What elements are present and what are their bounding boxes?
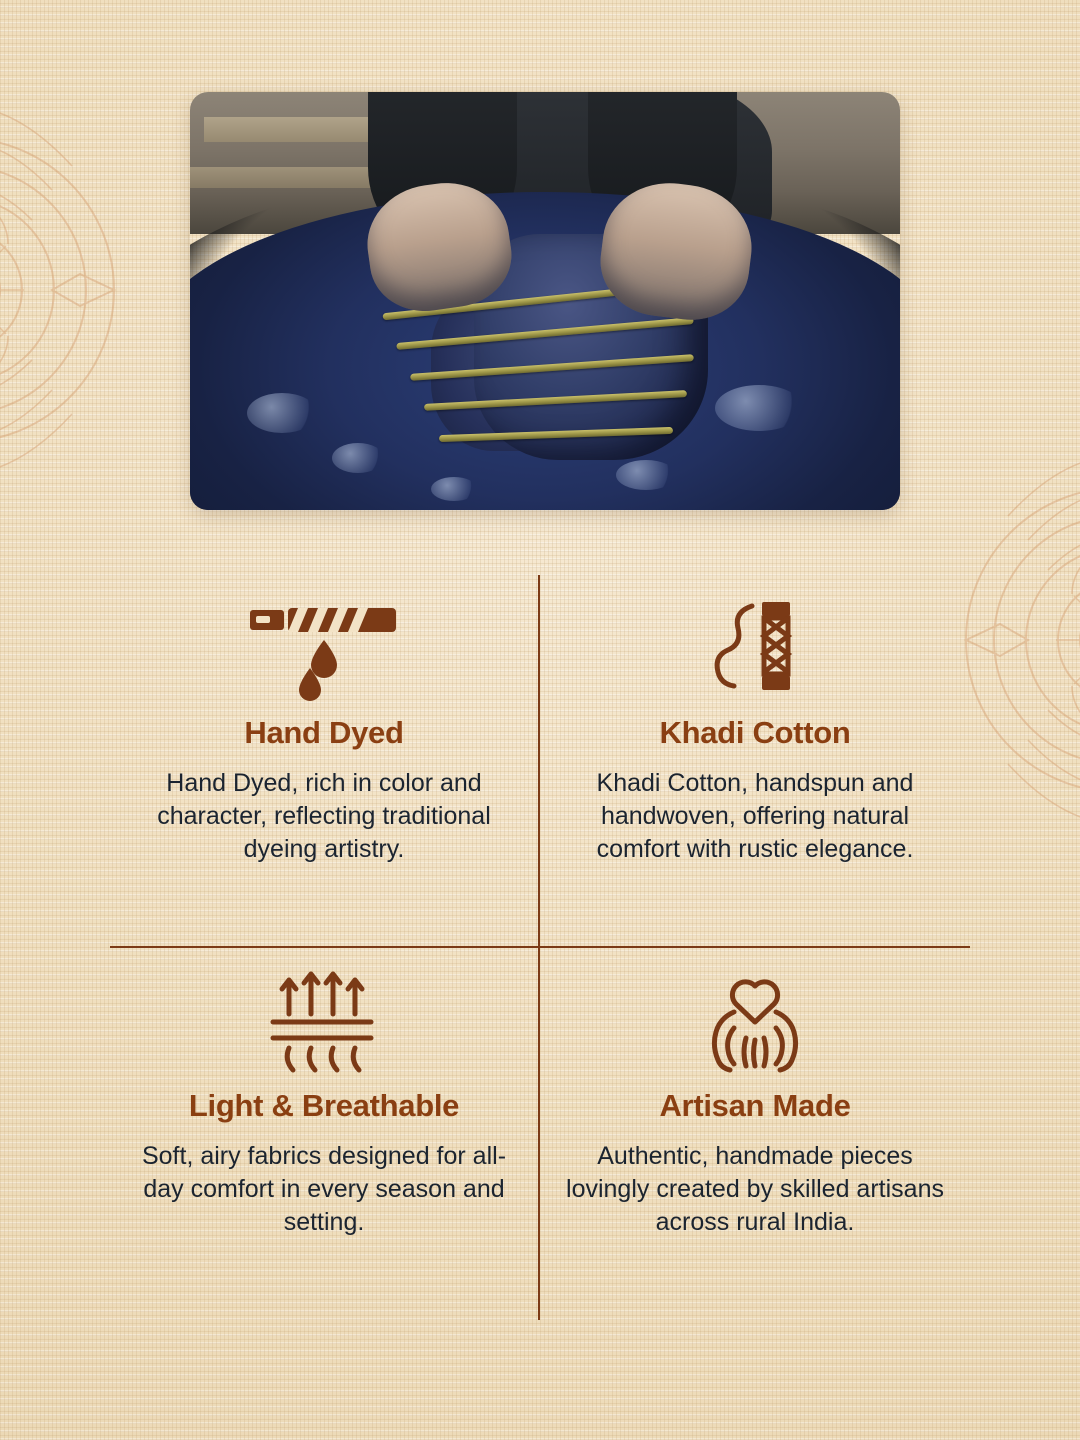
paint-roller-drip-icon: [244, 593, 404, 705]
thread-spool-icon: [690, 593, 820, 705]
feature-description: Hand Dyed, rich in color and character, reflecting traditional dyeing artistry.: [157, 769, 491, 863]
feature-card-khadi-cotton: [540, 575, 970, 948]
features-grid: [110, 575, 970, 1320]
feature-card-light-breathable: [110, 948, 540, 1321]
indigo-dye-vat-photo: [190, 92, 900, 510]
feature-card-artisan-made: [540, 948, 970, 1321]
hands-holding-heart-icon: [690, 966, 820, 1078]
feature-card-hand-dyed: [110, 575, 540, 948]
feature-description: Khadi Cotton, handspun and handwoven, offering natural comfort with rustic elegance.: [596, 769, 914, 863]
feature-title: Artisan Made: [659, 1087, 851, 1123]
hero-image: [190, 92, 900, 510]
feature-description: Soft, airy fabrics designed for all-day comfort in every season and setting.: [141, 1141, 507, 1236]
breathable-fabric-airflow-icon: [259, 966, 389, 1078]
feature-title: Khadi Cotton: [659, 715, 851, 750]
feature-description: Authentic, handmade pieces lovingly created by skilled artisans across rural India.: [566, 1141, 944, 1236]
feature-title: Hand Dyed: [244, 715, 404, 750]
feature-title: Light & Breathable: [188, 1087, 460, 1123]
